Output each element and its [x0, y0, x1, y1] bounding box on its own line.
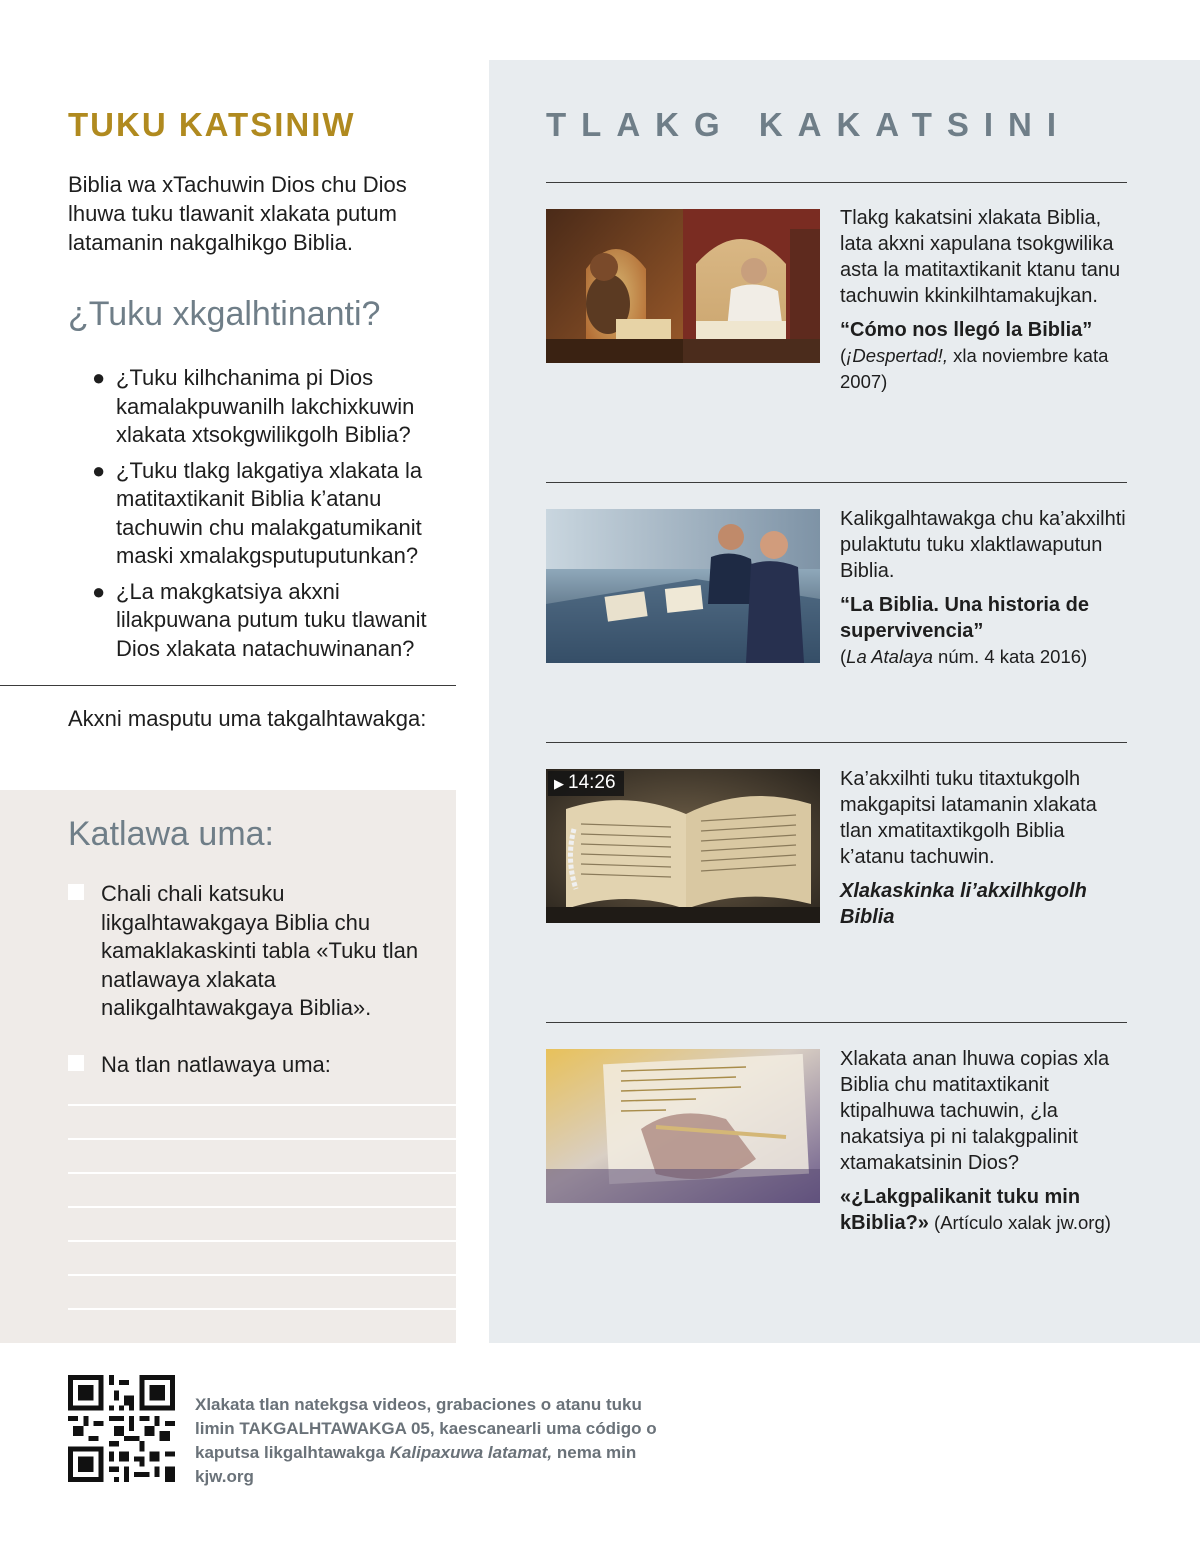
article-source — [840, 644, 1130, 670]
writing-line[interactable] — [68, 1104, 456, 1106]
footer-text-part: Xlakata tlan natekgsa videos, grabaciones o atanu tuku limin TAKGALHTAWAKGA 05, kaescanearli uma código o kaputsa likgalhtawakga — [195, 1395, 657, 1462]
video-thumbnail[interactable] — [546, 769, 820, 923]
checkbox[interactable] — [68, 884, 84, 900]
divider — [546, 1022, 1127, 1023]
article-image-manuscript[interactable] — [546, 1049, 820, 1203]
video-duration-badge — [548, 771, 624, 796]
article-image-museum[interactable] — [546, 509, 820, 663]
article-description: Kalikgalhtawakga chu ka’akxilhti pulaktutu tuku xlaktlawaputun Biblia. — [840, 508, 1126, 582]
source-suffix: núm. 4 kata 2016) — [932, 646, 1088, 667]
divider — [0, 685, 456, 686]
checkbox[interactable] — [68, 1055, 84, 1071]
video-description: Ka’akxilhti tuku titaxtukgolh makgapitsi latamanin xlakata tlan xmatitaxtikgolh Biblia k’atanu tachuwin. — [840, 768, 1097, 868]
writing-line[interactable] — [68, 1274, 456, 1276]
qr-code[interactable] — [68, 1375, 175, 1482]
footer-text-part: nema min kjw.org — [195, 1443, 637, 1486]
article-block — [840, 766, 1130, 930]
video-link[interactable]: Xlakaskinka li’akxilhkgolh Biblia — [840, 880, 1087, 928]
summary-text: Biblia wa xTachuwin Dios chu Dios lhuwa tuku tlawanit xlakata putum latamanin nakgalhikgo Biblia. — [68, 172, 407, 255]
try-this-item — [68, 1051, 438, 1080]
question-text: ¿La makgkatsiya akxni lilakpuwana putum tuku tlawanit Dios xlakata natachuwinanan? — [116, 578, 427, 661]
article-link[interactable]: «¿Lakgpalikanit tuku min kBiblia?» — [840, 1186, 1081, 1234]
divider — [546, 482, 1127, 483]
list-item — [92, 457, 457, 571]
article-block — [840, 1046, 1130, 1236]
learned-label: Akxni masputu uma takgalhtawakga: — [68, 706, 427, 731]
publication-name: La Atalaya — [846, 646, 933, 667]
writing-line[interactable] — [68, 1240, 456, 1242]
writing-line[interactable] — [68, 1172, 456, 1174]
source-prefix: ( — [840, 345, 847, 366]
publication-name: ¡Despertad!, — [846, 345, 948, 366]
museum-photo — [546, 509, 820, 663]
try-this-item — [68, 880, 438, 1023]
bullet-icon: ● — [92, 457, 106, 483]
try-this-text: Chali chali katsuku likgalhtawakgaya Biblia chu kamaklakaskinti tabla «Tuku tlan natlawaya xlakata nalikgalhtawakgaya Biblia». — [101, 881, 419, 1020]
brochure-title: Kalipaxuwa latamat, — [389, 1443, 553, 1462]
list-item — [92, 364, 457, 450]
divider — [546, 742, 1127, 743]
bullet-icon: ● — [92, 365, 106, 390]
try-this-text: Na tlan natlawaya uma: — [101, 1052, 331, 1077]
source-suffix: xla noviembre kata 2007) — [840, 345, 1109, 392]
manuscript-writing-photo — [546, 1049, 820, 1203]
writing-line[interactable] — [68, 1206, 456, 1208]
article-description: Xlakata anan lhuwa copias xla Biblia chu matitaxtikanit ktipalhuwa tachuwin, ¿la nakatsiya pi ni talakgpalinit xtamakatsinin Dios? — [840, 1048, 1110, 1174]
article-image-translators[interactable] — [546, 209, 820, 363]
translators-illustration — [546, 209, 820, 363]
question-text: ¿Tuku tlakg lakgatiya xlakata la matitaxtikanit Biblia k’atanu tachuwin chu malakgatumikanit maski xmalakgsputuputunkan? — [116, 457, 423, 568]
footer-text — [195, 1393, 685, 1489]
questions-heading: ¿Tuku xkgalhtinanti? — [68, 295, 381, 333]
article-block — [840, 506, 1130, 670]
article-source: (Artículo xalak jw.org) — [928, 1212, 1111, 1233]
article-link[interactable]: “Cómo nos llegó la Biblia” — [840, 319, 1093, 341]
divider — [546, 182, 1127, 183]
bullet-icon: ● — [92, 578, 106, 604]
play-icon[interactable]: ▶ — [554, 776, 564, 791]
summary-heading: TUKU KATSINIW — [68, 106, 356, 143]
article-block — [840, 205, 1130, 395]
questions-list — [92, 364, 457, 670]
writing-line[interactable] — [68, 1308, 456, 1310]
article-link[interactable]: “La Biblia. Una historia de supervivencia” — [840, 594, 1089, 642]
writing-line[interactable] — [68, 1138, 456, 1140]
article-source — [840, 343, 1130, 395]
list-item — [92, 578, 457, 664]
learn-more-heading: TLAKG KAKATSINI — [546, 106, 1072, 143]
try-this-heading: Katlawa uma: — [68, 815, 274, 853]
source-prefix: ( — [840, 646, 847, 667]
question-text: ¿Tuku kilhchanima pi Dios kamalakpuwanilh lakchixkuwin xlakata xtsokgwilikgolh Biblia? — [116, 365, 415, 447]
video-duration: 14:26 — [568, 772, 616, 793]
qr-code-icon — [68, 1375, 175, 1482]
article-description: Tlakg kakatsini xlakata Biblia, lata akxni xapulana tsokgwilika asta la matitaxtikanit ktanu tanu tachuwin kkinkilhtamakujkan. — [840, 207, 1121, 307]
